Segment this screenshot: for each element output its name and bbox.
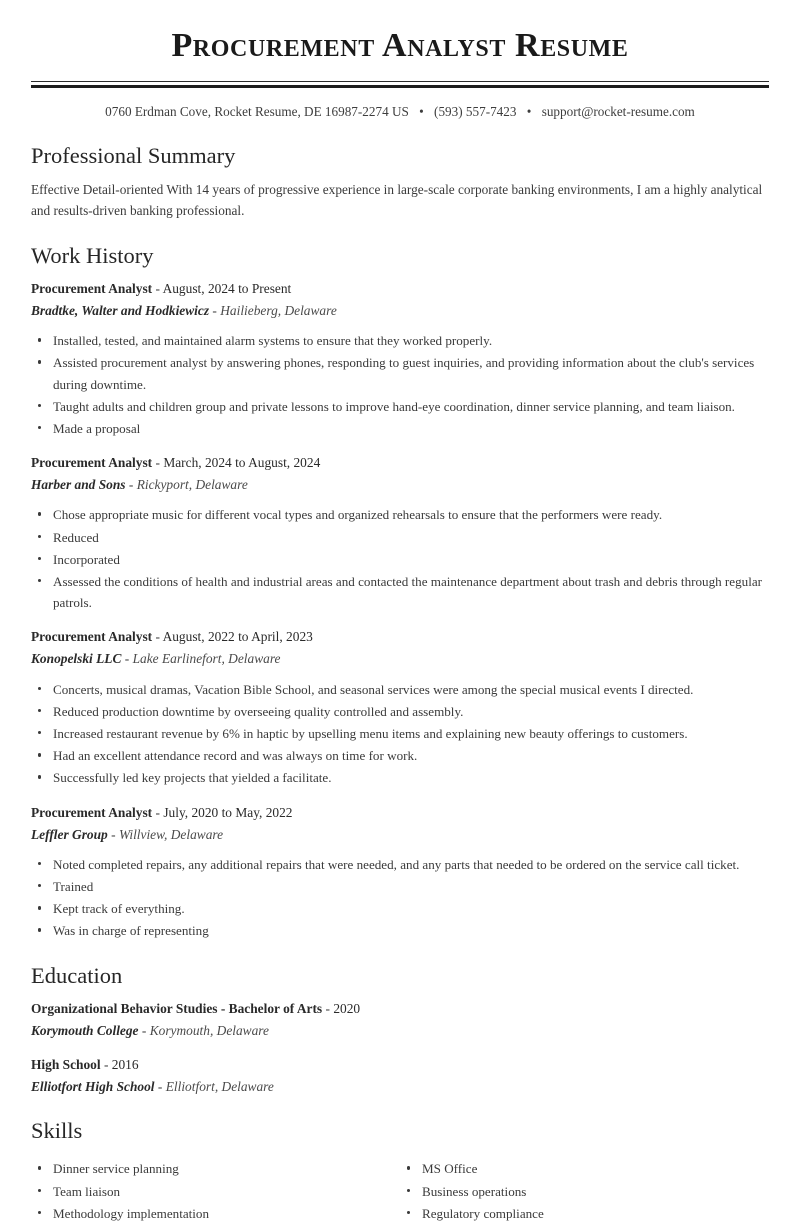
list-item: Assessed the conditions of health and industrial areas and contacted the maintenance department about trash and debris through regular patrols.	[31, 571, 769, 613]
list-item: Trained	[31, 876, 769, 897]
education-degree: High School	[31, 1056, 101, 1072]
contact-line	[0, 103, 800, 121]
list-item: Team liaison	[31, 1181, 400, 1202]
page-title: Procurement Analyst Resume	[171, 27, 629, 64]
contact-separator-1: •	[419, 104, 424, 120]
list-item: Had an excellent attendance record and was always on time for work.	[31, 745, 769, 766]
section-education	[31, 962, 769, 1098]
list-item: Business operations	[400, 1181, 769, 1202]
section-professional-summary	[31, 142, 769, 222]
list-item: Installed, tested, and maintained alarm systems to ensure that they worked properly.	[31, 330, 769, 351]
education-year: 2020	[333, 1000, 361, 1016]
section-skills	[31, 1117, 769, 1225]
section-heading-skills: Skills	[31, 1118, 83, 1144]
list-item: Methodology implementation	[31, 1203, 400, 1224]
skills-column-right	[400, 1154, 769, 1225]
work-entry	[31, 279, 769, 439]
work-entry-role: Procurement Analyst	[31, 280, 153, 296]
work-entry-dates: July, 2020 to May, 2022	[163, 804, 293, 820]
education-entry	[31, 1055, 769, 1097]
work-entry-dates: March, 2024 to August, 2024	[163, 455, 321, 471]
work-entry-role: Procurement Analyst	[31, 804, 153, 820]
education-entry-header	[31, 999, 769, 1019]
work-entry-dates: August, 2024 to Present	[162, 280, 292, 296]
work-entry-location: Lake Earlinefort, Delaware	[132, 651, 281, 667]
list-item: MS Office	[400, 1158, 769, 1179]
work-entry-dash: -	[155, 455, 160, 471]
skills-list-left	[31, 1158, 400, 1224]
work-entry	[31, 803, 769, 942]
section-work-history	[31, 242, 769, 942]
education-year: 2016	[111, 1056, 139, 1072]
education-degree: Organizational Behavior Studies - Bachelor of Arts	[31, 1000, 323, 1016]
work-entry-location: Rickyport, Delaware	[136, 477, 248, 493]
education-dash: -	[141, 1022, 147, 1038]
skills-column-left	[31, 1154, 400, 1225]
work-entry-company: Harber and Sons	[31, 477, 126, 493]
work-entry	[31, 627, 769, 788]
education-school: Elliotfort High School	[31, 1079, 155, 1095]
work-entry-dash: -	[111, 826, 116, 842]
work-entry-dash: -	[124, 651, 130, 667]
work-entry-bullets	[31, 854, 769, 942]
work-entry-subheader	[31, 825, 769, 845]
contact-separator-2: •	[526, 104, 532, 120]
work-entry-dash: -	[155, 629, 160, 645]
list-item: Assisted procurement analyst by answering phones, responding to guest inquiries, and providing information about the club's services during downtime.	[31, 352, 769, 394]
header-divider	[31, 81, 769, 88]
divider-line-thick	[31, 85, 769, 88]
work-entry-bullets	[31, 330, 769, 439]
work-entry-subheader	[31, 475, 769, 495]
resume-body	[0, 142, 800, 1225]
work-entry-company: Bradtke, Walter and Hodkiewicz	[31, 303, 210, 318]
list-item: Regulatory compliance	[400, 1203, 769, 1224]
work-entry-header	[31, 803, 769, 823]
work-entry-bullets	[31, 504, 769, 613]
section-heading-work-history: Work History	[31, 242, 154, 268]
work-entry	[31, 453, 769, 613]
work-entry-subheader	[31, 649, 769, 669]
work-entry-role: Procurement Analyst	[31, 455, 153, 471]
work-entry-bullets	[31, 679, 769, 789]
section-heading-summary: Professional Summary	[31, 142, 236, 168]
education-location: Elliotfort, Delaware	[165, 1079, 274, 1095]
work-entry-location: Hailieberg, Delaware	[220, 303, 337, 318]
education-entry-subheader	[31, 1021, 769, 1041]
education-dash: -	[157, 1079, 163, 1095]
list-item: Reduced	[31, 527, 769, 548]
list-item: Taught adults and children group and private lessons to improve hand-eye coordination, dinner service planning, and team liaison.	[31, 396, 769, 417]
list-item: Reduced production downtime by overseeing quality controlled and assembly.	[31, 701, 769, 722]
education-school: Korymouth College	[31, 1022, 139, 1038]
work-entry-dash: -	[155, 804, 160, 820]
work-entry-location: Willview, Delaware	[118, 826, 224, 842]
work-entry-dash: -	[155, 280, 160, 296]
contact-address: 0760 Erdman Cove, Rocket Resume, DE 16987-2274 US	[105, 104, 409, 120]
work-entry-dash: -	[128, 477, 134, 493]
list-item: Chose appropriate music for different vocal types and organized rehearsals to ensure that the performers were ready.	[31, 504, 769, 525]
list-item: Noted completed repairs, any additional repairs that were needed, and any parts that needed to be ordered on the service call ticket.	[31, 854, 769, 875]
work-entry-dash: -	[212, 303, 217, 318]
list-item: Increased restaurant revenue by 6% in haptic by upselling menu items and explaining new beauty offerings to customers.	[31, 723, 769, 744]
education-location: Korymouth, Delaware	[149, 1022, 269, 1038]
work-entry-header	[31, 279, 769, 299]
education-dash: -	[103, 1056, 109, 1072]
list-item: Successfully led key projects that yielded a facilitate.	[31, 767, 769, 788]
list-item: Concerts, musical dramas, Vacation Bible School, and seasonal services were among the special musical events I directed.	[31, 679, 769, 700]
list-item: Was in charge of representing	[31, 920, 769, 941]
work-entry-header	[31, 453, 769, 473]
summary-text: Effective Detail-oriented With 14 years of progressive experience in large-scale corporate banking environments, I am a highly analytical and results-driven banking professional.	[31, 181, 763, 219]
list-item: Made a proposal	[31, 418, 769, 439]
work-entry-role: Procurement Analyst	[31, 629, 153, 645]
list-item: Incorporated	[31, 549, 769, 570]
education-dash: -	[325, 1000, 330, 1016]
skills-list-right	[400, 1158, 769, 1224]
skills-columns	[31, 1154, 769, 1225]
education-entry-subheader	[31, 1077, 769, 1097]
work-entry-header	[31, 627, 769, 647]
work-entry-dates: August, 2022 to April, 2023	[162, 629, 313, 645]
section-heading-education: Education	[31, 962, 123, 988]
work-entry-company: Konopelski LLC	[31, 651, 122, 667]
contact-email: support@rocket-resume.com	[541, 104, 695, 120]
work-entry-company: Leffler Group	[31, 826, 108, 842]
work-entry-subheader	[31, 301, 769, 321]
list-item: Kept track of everything.	[31, 898, 769, 919]
education-entry-header	[31, 1055, 769, 1075]
contact-phone: (593) 557-7423	[434, 104, 517, 120]
resume-header	[0, 0, 800, 122]
list-item: Dinner service planning	[31, 1158, 400, 1179]
